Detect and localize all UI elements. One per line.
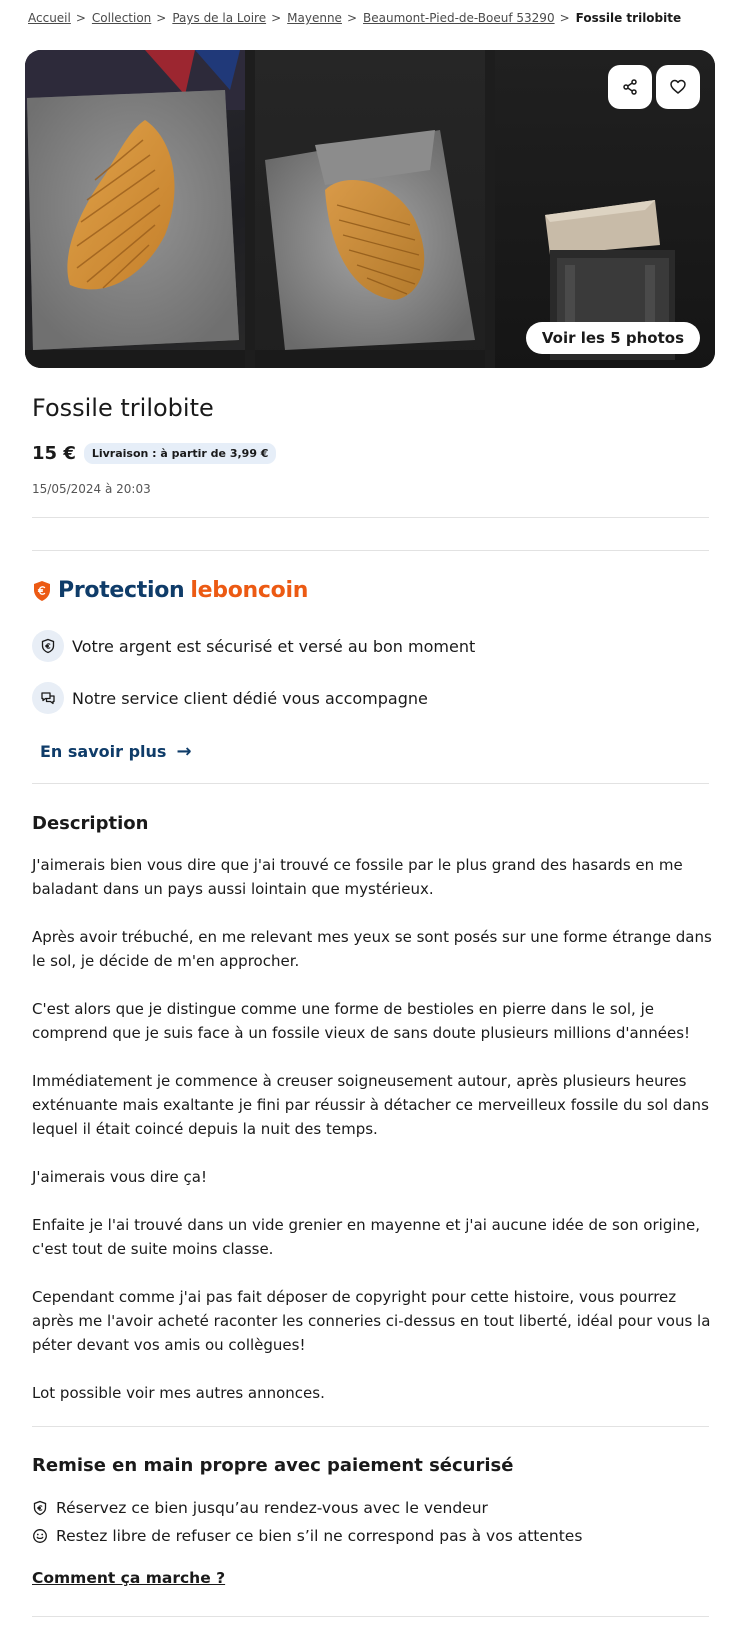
remise-item-reserve xyxy=(32,1499,488,1517)
photo-gallery[interactable] xyxy=(25,50,715,368)
breadcrumb-collection[interactable]: Collection xyxy=(91,11,152,25)
breadcrumb xyxy=(28,9,681,27)
protection-brand-word1: Protection xyxy=(58,578,185,603)
description-text xyxy=(32,853,712,1429)
description-paragraph: C'est alors que je distingue comme une forme de bestioles en pierre dans le sol, je comprend que je suis face à un fossile vieux de sans doute plusieurs millions d'années! xyxy=(32,1000,691,1042)
benefit-customer-service xyxy=(32,682,428,714)
remise-item-refuse xyxy=(32,1527,582,1545)
description-paragraph: J'aimerais bien vous dire que j'ai trouvé ce fossile par le plus grand des hasards en me baladant dans un pays aussi lointain que mystérieux. xyxy=(32,856,683,898)
share-icon xyxy=(622,79,638,95)
breadcrumb-separator: > xyxy=(271,11,282,25)
photo-1[interactable] xyxy=(25,50,245,368)
divider xyxy=(32,1616,709,1617)
description-paragraph: Immédiatement je commence à creuser soigneusement autour, après plusieurs heures exténuante mais exaltante je fini par réussir à détacher ce merveilleux fossile du sol dans lequel il était coincé depuis la nuit des temps. xyxy=(32,1072,709,1138)
how-it-works-link[interactable]: Comment ça marche ? xyxy=(32,1569,226,1587)
description-paragraph: Enfaite je l'ai trouvé dans un vide grenier en mayenne et j'ai aucune idée de son origine, c'est tout de suite moins classe. xyxy=(32,1216,701,1258)
description-paragraph: Cependant comme j'ai pas fait déposer de copyright pour cette histoire, vous pourrez après me l'avoir acheté raconter les conneries ci-dessus en tout liberté, idéal pour vous la péter devant vos amis ou collègues! xyxy=(32,1288,711,1354)
breadcrumb-city[interactable]: Beaumont-Pied-de-Boeuf 53290 xyxy=(363,11,555,25)
arrow-right-icon: → xyxy=(176,741,192,762)
breadcrumb-current: Fossile trilobite xyxy=(575,11,682,25)
trilobite-photo-2 xyxy=(255,50,485,368)
protection-logo xyxy=(32,578,308,603)
photo-2[interactable] xyxy=(255,50,485,368)
chat-support-icon xyxy=(32,682,64,714)
remise-title: Remise en main propre avec paiement sécurisé xyxy=(32,1455,514,1476)
divider xyxy=(32,517,709,518)
price-row xyxy=(32,443,276,464)
secure-money-icon xyxy=(32,630,64,662)
benefit-text: Notre service client dédié vous accompagne xyxy=(72,688,428,708)
favorite-button[interactable] xyxy=(656,65,700,109)
learn-more-link[interactable] xyxy=(40,741,192,762)
description-paragraph: J'aimerais vous dire ça! xyxy=(32,1168,207,1186)
divider xyxy=(32,550,709,551)
breadcrumb-separator: > xyxy=(346,11,358,25)
learn-more-label: En savoir plus xyxy=(40,742,167,761)
description-title: Description xyxy=(32,813,149,834)
share-button[interactable] xyxy=(608,65,652,109)
divider xyxy=(32,1426,709,1427)
breadcrumb-separator: > xyxy=(75,11,86,25)
heart-icon xyxy=(670,79,686,95)
trilobite-photo-1 xyxy=(25,50,245,368)
remise-item-text: Réservez ce bien jusqu’au rendez-vous avec le vendeur xyxy=(56,1499,488,1517)
breadcrumb-accueil[interactable]: Accueil xyxy=(28,11,71,25)
description-paragraph: Lot possible voir mes autres annonces. xyxy=(32,1384,325,1402)
delivery-badge: Livraison : à partir de 3,99 € xyxy=(84,443,277,464)
divider xyxy=(32,783,709,784)
remise-item-text: Restez libre de refuser ce bien s’il ne correspond pas à vos attentes xyxy=(56,1527,583,1545)
protection-shield-icon xyxy=(32,580,52,602)
shield-euro-icon xyxy=(32,1500,48,1516)
breadcrumb-separator: > xyxy=(559,11,570,25)
benefit-text: Votre argent est sécurisé et versé au bon moment xyxy=(72,636,476,656)
description-paragraph: Après avoir trébuché, en me relevant mes yeux se sont posés sur une forme étrange dans le sol, je décide de m'en approcher. xyxy=(32,928,712,970)
breadcrumb-department[interactable]: Mayenne xyxy=(287,11,342,25)
see-all-photos-button[interactable]: Voir les 5 photos xyxy=(526,322,700,354)
breadcrumb-separator: > xyxy=(156,11,167,25)
listing-price: 15 € xyxy=(32,443,76,464)
listing-date: 15/05/2024 à 20:03 xyxy=(32,482,151,496)
listing-title: Fossile trilobite xyxy=(32,394,214,422)
benefit-secure-money xyxy=(32,630,475,662)
breadcrumb-region[interactable]: Pays de la Loire xyxy=(172,11,267,25)
protection-brand-word2: leboncoin xyxy=(190,578,309,603)
smiley-icon xyxy=(32,1528,48,1544)
